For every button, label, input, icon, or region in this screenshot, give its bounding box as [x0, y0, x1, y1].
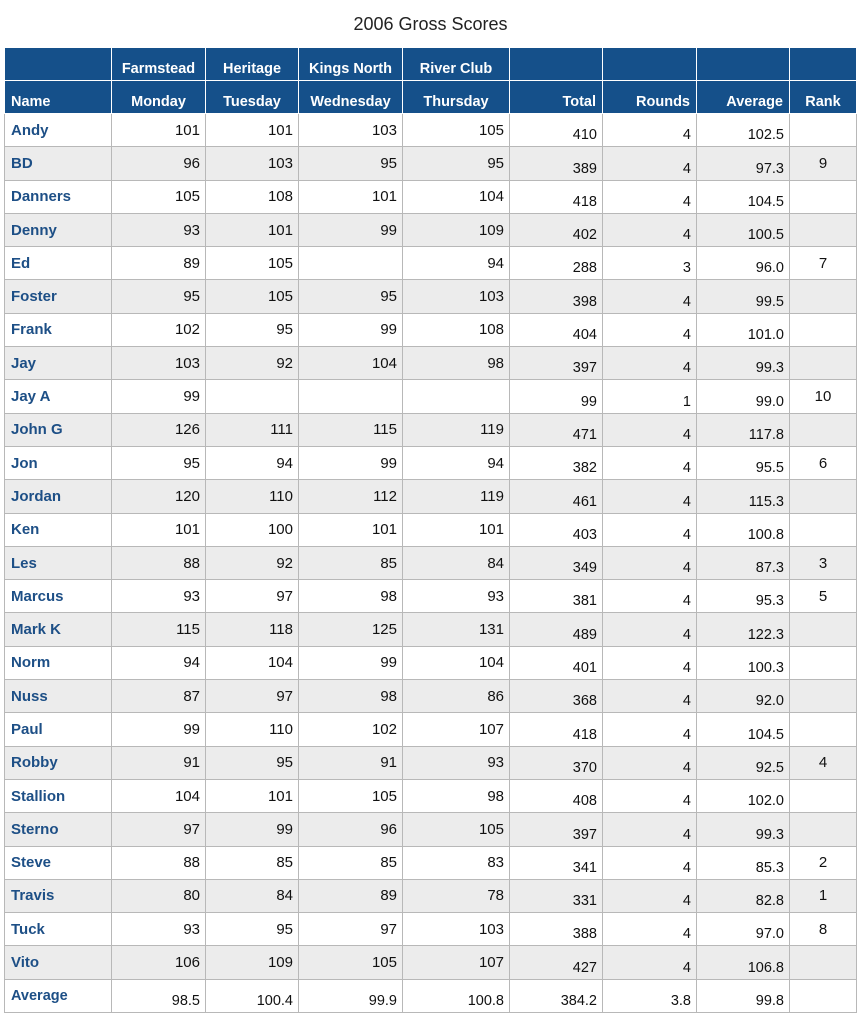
- player-name: Robby: [5, 746, 112, 779]
- player-rank: [790, 180, 857, 213]
- score-tuesday: 95: [206, 313, 299, 346]
- score-thursday: 107: [403, 946, 510, 979]
- rounds-played: 4: [603, 946, 697, 979]
- column-header-thursday[interactable]: Thursday: [403, 81, 510, 114]
- score-tuesday: 101: [206, 213, 299, 246]
- table-row: [5, 513, 857, 546]
- average-row: [5, 979, 857, 1012]
- score-tuesday: 108: [206, 180, 299, 213]
- score-monday: 120: [112, 480, 206, 513]
- score-average: 100.3: [697, 646, 790, 679]
- score-monday: 126: [112, 413, 206, 446]
- score-average: 122.3: [697, 613, 790, 646]
- player-name: Paul: [5, 713, 112, 746]
- score-total: 341: [510, 846, 603, 879]
- average-tuesday: 100.4: [206, 979, 299, 1012]
- score-monday: 99: [112, 713, 206, 746]
- score-average: 101.0: [697, 313, 790, 346]
- rounds-played: 4: [603, 280, 697, 313]
- score-total: 404: [510, 313, 603, 346]
- score-thursday: 104: [403, 180, 510, 213]
- score-wednesday: 98: [299, 680, 403, 713]
- course-header-blank: [603, 48, 697, 81]
- player-rank: [790, 613, 857, 646]
- table-row: [5, 446, 857, 479]
- column-header-name[interactable]: Name: [5, 81, 112, 114]
- score-wednesday: 85: [299, 546, 403, 579]
- player-rank: [790, 680, 857, 713]
- column-header-monday[interactable]: Monday: [112, 81, 206, 114]
- score-average: 95.5: [697, 446, 790, 479]
- table-row: [5, 913, 857, 946]
- score-monday: 87: [112, 680, 206, 713]
- score-total: 370: [510, 746, 603, 779]
- rounds-played: 4: [603, 313, 697, 346]
- score-wednesday: 102: [299, 713, 403, 746]
- table-row: [5, 480, 857, 513]
- player-name: Jay: [5, 347, 112, 380]
- score-average: 97.3: [697, 147, 790, 180]
- score-monday: 103: [112, 347, 206, 380]
- scores-table: [4, 47, 857, 1013]
- score-tuesday: 110: [206, 713, 299, 746]
- table-row: [5, 247, 857, 280]
- average-total: 384.2: [510, 979, 603, 1012]
- player-rank: [790, 413, 857, 446]
- player-rank: [790, 513, 857, 546]
- score-thursday: [403, 380, 510, 413]
- score-total: 402: [510, 213, 603, 246]
- course-header-farmstead: Farmstead: [112, 48, 206, 81]
- score-monday: 88: [112, 546, 206, 579]
- score-monday: 95: [112, 446, 206, 479]
- score-wednesday: 101: [299, 513, 403, 546]
- player-rank: 3: [790, 546, 857, 579]
- column-header-rank[interactable]: Rank: [790, 81, 857, 114]
- score-total: 427: [510, 946, 603, 979]
- column-header-wednesday[interactable]: Wednesday: [299, 81, 403, 114]
- score-tuesday: 95: [206, 746, 299, 779]
- course-header-row: [5, 48, 857, 81]
- player-name: John G: [5, 413, 112, 446]
- table-row: [5, 213, 857, 246]
- column-header-average[interactable]: Average: [697, 81, 790, 114]
- table-row: [5, 380, 857, 413]
- score-total: 382: [510, 446, 603, 479]
- score-tuesday: 85: [206, 846, 299, 879]
- table-row: [5, 280, 857, 313]
- rounds-played: 4: [603, 746, 697, 779]
- score-wednesday: 98: [299, 580, 403, 613]
- column-header-rounds[interactable]: Rounds: [603, 81, 697, 114]
- player-rank: [790, 313, 857, 346]
- score-average: 102.5: [697, 114, 790, 147]
- score-monday: 94: [112, 646, 206, 679]
- score-tuesday: 101: [206, 114, 299, 147]
- score-thursday: 131: [403, 613, 510, 646]
- rounds-played: 1: [603, 380, 697, 413]
- score-total: 403: [510, 513, 603, 546]
- rounds-played: 4: [603, 114, 697, 147]
- table-row: [5, 813, 857, 846]
- table-row: [5, 347, 857, 380]
- score-average: 82.8: [697, 879, 790, 912]
- rounds-played: 4: [603, 513, 697, 546]
- course-header-heritage: Heritage: [206, 48, 299, 81]
- rounds-played: 4: [603, 779, 697, 812]
- score-average: 87.3: [697, 546, 790, 579]
- player-name: Nuss: [5, 680, 112, 713]
- rounds-played: 4: [603, 879, 697, 912]
- player-rank: 7: [790, 247, 857, 280]
- score-tuesday: 103: [206, 147, 299, 180]
- score-average: 104.5: [697, 713, 790, 746]
- score-wednesday: 115: [299, 413, 403, 446]
- score-average: 115.3: [697, 480, 790, 513]
- player-rank: 4: [790, 746, 857, 779]
- player-name: Mark K: [5, 613, 112, 646]
- player-name: Norm: [5, 646, 112, 679]
- score-tuesday: 109: [206, 946, 299, 979]
- rounds-played: 4: [603, 546, 697, 579]
- score-tuesday: 110: [206, 480, 299, 513]
- score-average: 99.0: [697, 380, 790, 413]
- score-total: 471: [510, 413, 603, 446]
- score-tuesday: 97: [206, 580, 299, 613]
- table-row: [5, 779, 857, 812]
- score-monday: 93: [112, 213, 206, 246]
- player-rank: 9: [790, 147, 857, 180]
- player-rank: [790, 280, 857, 313]
- score-total: 99: [510, 380, 603, 413]
- score-tuesday: 100: [206, 513, 299, 546]
- player-name: Sterno: [5, 813, 112, 846]
- score-thursday: 101: [403, 513, 510, 546]
- average-rank: [790, 979, 857, 1012]
- rounds-played: 4: [603, 913, 697, 946]
- score-total: 397: [510, 347, 603, 380]
- column-header-total[interactable]: Total: [510, 81, 603, 114]
- player-rank: 2: [790, 846, 857, 879]
- player-name: Denny: [5, 213, 112, 246]
- score-total: 408: [510, 779, 603, 812]
- score-monday: 115: [112, 613, 206, 646]
- rounds-played: 4: [603, 813, 697, 846]
- score-thursday: 78: [403, 879, 510, 912]
- score-average: 92.5: [697, 746, 790, 779]
- score-monday: 93: [112, 913, 206, 946]
- score-wednesday: 95: [299, 280, 403, 313]
- player-name: Ed: [5, 247, 112, 280]
- score-average: 117.8: [697, 413, 790, 446]
- score-monday: 104: [112, 779, 206, 812]
- score-thursday: 98: [403, 779, 510, 812]
- score-monday: 88: [112, 846, 206, 879]
- score-wednesday: 112: [299, 480, 403, 513]
- score-total: 489: [510, 613, 603, 646]
- player-rank: 1: [790, 879, 857, 912]
- score-wednesday: 95: [299, 147, 403, 180]
- score-thursday: 103: [403, 913, 510, 946]
- rounds-played: 4: [603, 446, 697, 479]
- rounds-played: 4: [603, 347, 697, 380]
- score-tuesday: 84: [206, 879, 299, 912]
- score-tuesday: 97: [206, 680, 299, 713]
- rounds-played: 4: [603, 147, 697, 180]
- score-wednesday: 99: [299, 646, 403, 679]
- score-tuesday: 94: [206, 446, 299, 479]
- table-row: [5, 413, 857, 446]
- score-monday: 80: [112, 879, 206, 912]
- player-name: BD: [5, 147, 112, 180]
- score-wednesday: 99: [299, 213, 403, 246]
- player-name: Foster: [5, 280, 112, 313]
- score-wednesday: 97: [299, 913, 403, 946]
- score-thursday: 108: [403, 313, 510, 346]
- player-name: Jay A: [5, 380, 112, 413]
- score-tuesday: 111: [206, 413, 299, 446]
- player-rank: [790, 946, 857, 979]
- average-rounds: 3.8: [603, 979, 697, 1012]
- score-monday: 93: [112, 580, 206, 613]
- table-row: [5, 680, 857, 713]
- player-rank: [790, 813, 857, 846]
- score-total: 331: [510, 879, 603, 912]
- player-rank: 6: [790, 446, 857, 479]
- score-monday: 99: [112, 380, 206, 413]
- score-wednesday: 101: [299, 180, 403, 213]
- table-row: [5, 879, 857, 912]
- score-thursday: 104: [403, 646, 510, 679]
- score-monday: 89: [112, 247, 206, 280]
- player-rank: 10: [790, 380, 857, 413]
- score-monday: 97: [112, 813, 206, 846]
- player-rank: 8: [790, 913, 857, 946]
- score-wednesday: 104: [299, 347, 403, 380]
- player-name: Danners: [5, 180, 112, 213]
- table-row: [5, 646, 857, 679]
- score-monday: 101: [112, 114, 206, 147]
- score-average: 104.5: [697, 180, 790, 213]
- player-name: Travis: [5, 879, 112, 912]
- score-thursday: 94: [403, 446, 510, 479]
- score-tuesday: 95: [206, 913, 299, 946]
- table-row: [5, 580, 857, 613]
- table-row: [5, 180, 857, 213]
- score-tuesday: 92: [206, 546, 299, 579]
- player-name: Andy: [5, 114, 112, 147]
- score-average: 99.3: [697, 347, 790, 380]
- table-row: [5, 846, 857, 879]
- course-header-blank: [510, 48, 603, 81]
- table-row: [5, 946, 857, 979]
- table-row: [5, 147, 857, 180]
- player-rank: [790, 114, 857, 147]
- score-thursday: 93: [403, 746, 510, 779]
- score-monday: 102: [112, 313, 206, 346]
- rounds-played: 4: [603, 846, 697, 879]
- course-header-blank: [697, 48, 790, 81]
- score-total: 397: [510, 813, 603, 846]
- score-tuesday: 99: [206, 813, 299, 846]
- table-row: [5, 546, 857, 579]
- course-header-kings-north: Kings North: [299, 48, 403, 81]
- score-wednesday: [299, 247, 403, 280]
- score-tuesday: 101: [206, 779, 299, 812]
- score-thursday: 84: [403, 546, 510, 579]
- player-name: Vito: [5, 946, 112, 979]
- table-row: [5, 313, 857, 346]
- score-average: 100.5: [697, 213, 790, 246]
- score-thursday: 109: [403, 213, 510, 246]
- score-total: 461: [510, 480, 603, 513]
- player-rank: [790, 347, 857, 380]
- score-total: 388: [510, 913, 603, 946]
- score-tuesday: 104: [206, 646, 299, 679]
- player-name: Steve: [5, 846, 112, 879]
- player-rank: [790, 480, 857, 513]
- table-row: [5, 114, 857, 147]
- score-thursday: 103: [403, 280, 510, 313]
- player-rank: [790, 213, 857, 246]
- score-wednesday: 89: [299, 879, 403, 912]
- score-thursday: 93: [403, 580, 510, 613]
- score-thursday: 119: [403, 480, 510, 513]
- average-label: Average: [5, 979, 112, 1012]
- score-total: 418: [510, 713, 603, 746]
- score-tuesday: [206, 380, 299, 413]
- player-rank: [790, 713, 857, 746]
- rounds-played: 4: [603, 646, 697, 679]
- rounds-played: 4: [603, 413, 697, 446]
- score-average: 102.0: [697, 779, 790, 812]
- score-average: 92.0: [697, 680, 790, 713]
- score-average: 96.0: [697, 247, 790, 280]
- rounds-played: 4: [603, 713, 697, 746]
- page-title: 2006 Gross Scores: [353, 14, 508, 34]
- player-rank: 5: [790, 580, 857, 613]
- column-header-row: [5, 81, 857, 114]
- score-wednesday: 105: [299, 946, 403, 979]
- course-header-blank: [790, 48, 857, 81]
- rounds-played: 4: [603, 213, 697, 246]
- score-wednesday: 96: [299, 813, 403, 846]
- score-wednesday: 99: [299, 313, 403, 346]
- score-monday: 105: [112, 180, 206, 213]
- score-monday: 101: [112, 513, 206, 546]
- score-wednesday: 99: [299, 446, 403, 479]
- rounds-played: 4: [603, 680, 697, 713]
- table-row: [5, 613, 857, 646]
- score-total: 401: [510, 646, 603, 679]
- score-wednesday: 105: [299, 779, 403, 812]
- player-name: Frank: [5, 313, 112, 346]
- score-total: 418: [510, 180, 603, 213]
- score-total: 368: [510, 680, 603, 713]
- score-average: 85.3: [697, 846, 790, 879]
- score-wednesday: 85: [299, 846, 403, 879]
- course-header-river-club: River Club: [403, 48, 510, 81]
- average-thursday: 100.8: [403, 979, 510, 1012]
- average-monday: 98.5: [112, 979, 206, 1012]
- player-name: Marcus: [5, 580, 112, 613]
- score-wednesday: 125: [299, 613, 403, 646]
- table-row: [5, 746, 857, 779]
- score-total: 381: [510, 580, 603, 613]
- player-name: Tuck: [5, 913, 112, 946]
- score-thursday: 83: [403, 846, 510, 879]
- table-row: [5, 713, 857, 746]
- score-monday: 106: [112, 946, 206, 979]
- score-average: 99.5: [697, 280, 790, 313]
- score-thursday: 94: [403, 247, 510, 280]
- score-thursday: 86: [403, 680, 510, 713]
- score-average: 99.3: [697, 813, 790, 846]
- score-tuesday: 105: [206, 280, 299, 313]
- score-tuesday: 105: [206, 247, 299, 280]
- score-monday: 91: [112, 746, 206, 779]
- score-thursday: 107: [403, 713, 510, 746]
- score-rows: [5, 114, 857, 980]
- score-thursday: 105: [403, 813, 510, 846]
- average-wednesday: 99.9: [299, 979, 403, 1012]
- rounds-played: 4: [603, 180, 697, 213]
- score-monday: 96: [112, 147, 206, 180]
- course-header-blank: [5, 48, 112, 81]
- player-name: Jon: [5, 446, 112, 479]
- score-total: 349: [510, 546, 603, 579]
- player-name: Jordan: [5, 480, 112, 513]
- score-total: 389: [510, 147, 603, 180]
- score-monday: 95: [112, 280, 206, 313]
- average-average: 99.8: [697, 979, 790, 1012]
- rounds-played: 4: [603, 580, 697, 613]
- player-rank: [790, 779, 857, 812]
- score-average: 100.8: [697, 513, 790, 546]
- score-thursday: 95: [403, 147, 510, 180]
- rounds-played: 3: [603, 247, 697, 280]
- player-name: Ken: [5, 513, 112, 546]
- player-name: Stallion: [5, 779, 112, 812]
- score-total: 398: [510, 280, 603, 313]
- player-name: Les: [5, 546, 112, 579]
- score-wednesday: 103: [299, 114, 403, 147]
- player-rank: [790, 646, 857, 679]
- score-thursday: 105: [403, 114, 510, 147]
- score-tuesday: 118: [206, 613, 299, 646]
- score-average: 106.8: [697, 946, 790, 979]
- score-average: 97.0: [697, 913, 790, 946]
- score-wednesday: [299, 380, 403, 413]
- score-total: 410: [510, 114, 603, 147]
- score-total: 288: [510, 247, 603, 280]
- column-header-tuesday[interactable]: Tuesday: [206, 81, 299, 114]
- score-average: 95.3: [697, 580, 790, 613]
- score-tuesday: 92: [206, 347, 299, 380]
- score-thursday: 119: [403, 413, 510, 446]
- rounds-played: 4: [603, 480, 697, 513]
- score-thursday: 98: [403, 347, 510, 380]
- score-wednesday: 91: [299, 746, 403, 779]
- rounds-played: 4: [603, 613, 697, 646]
